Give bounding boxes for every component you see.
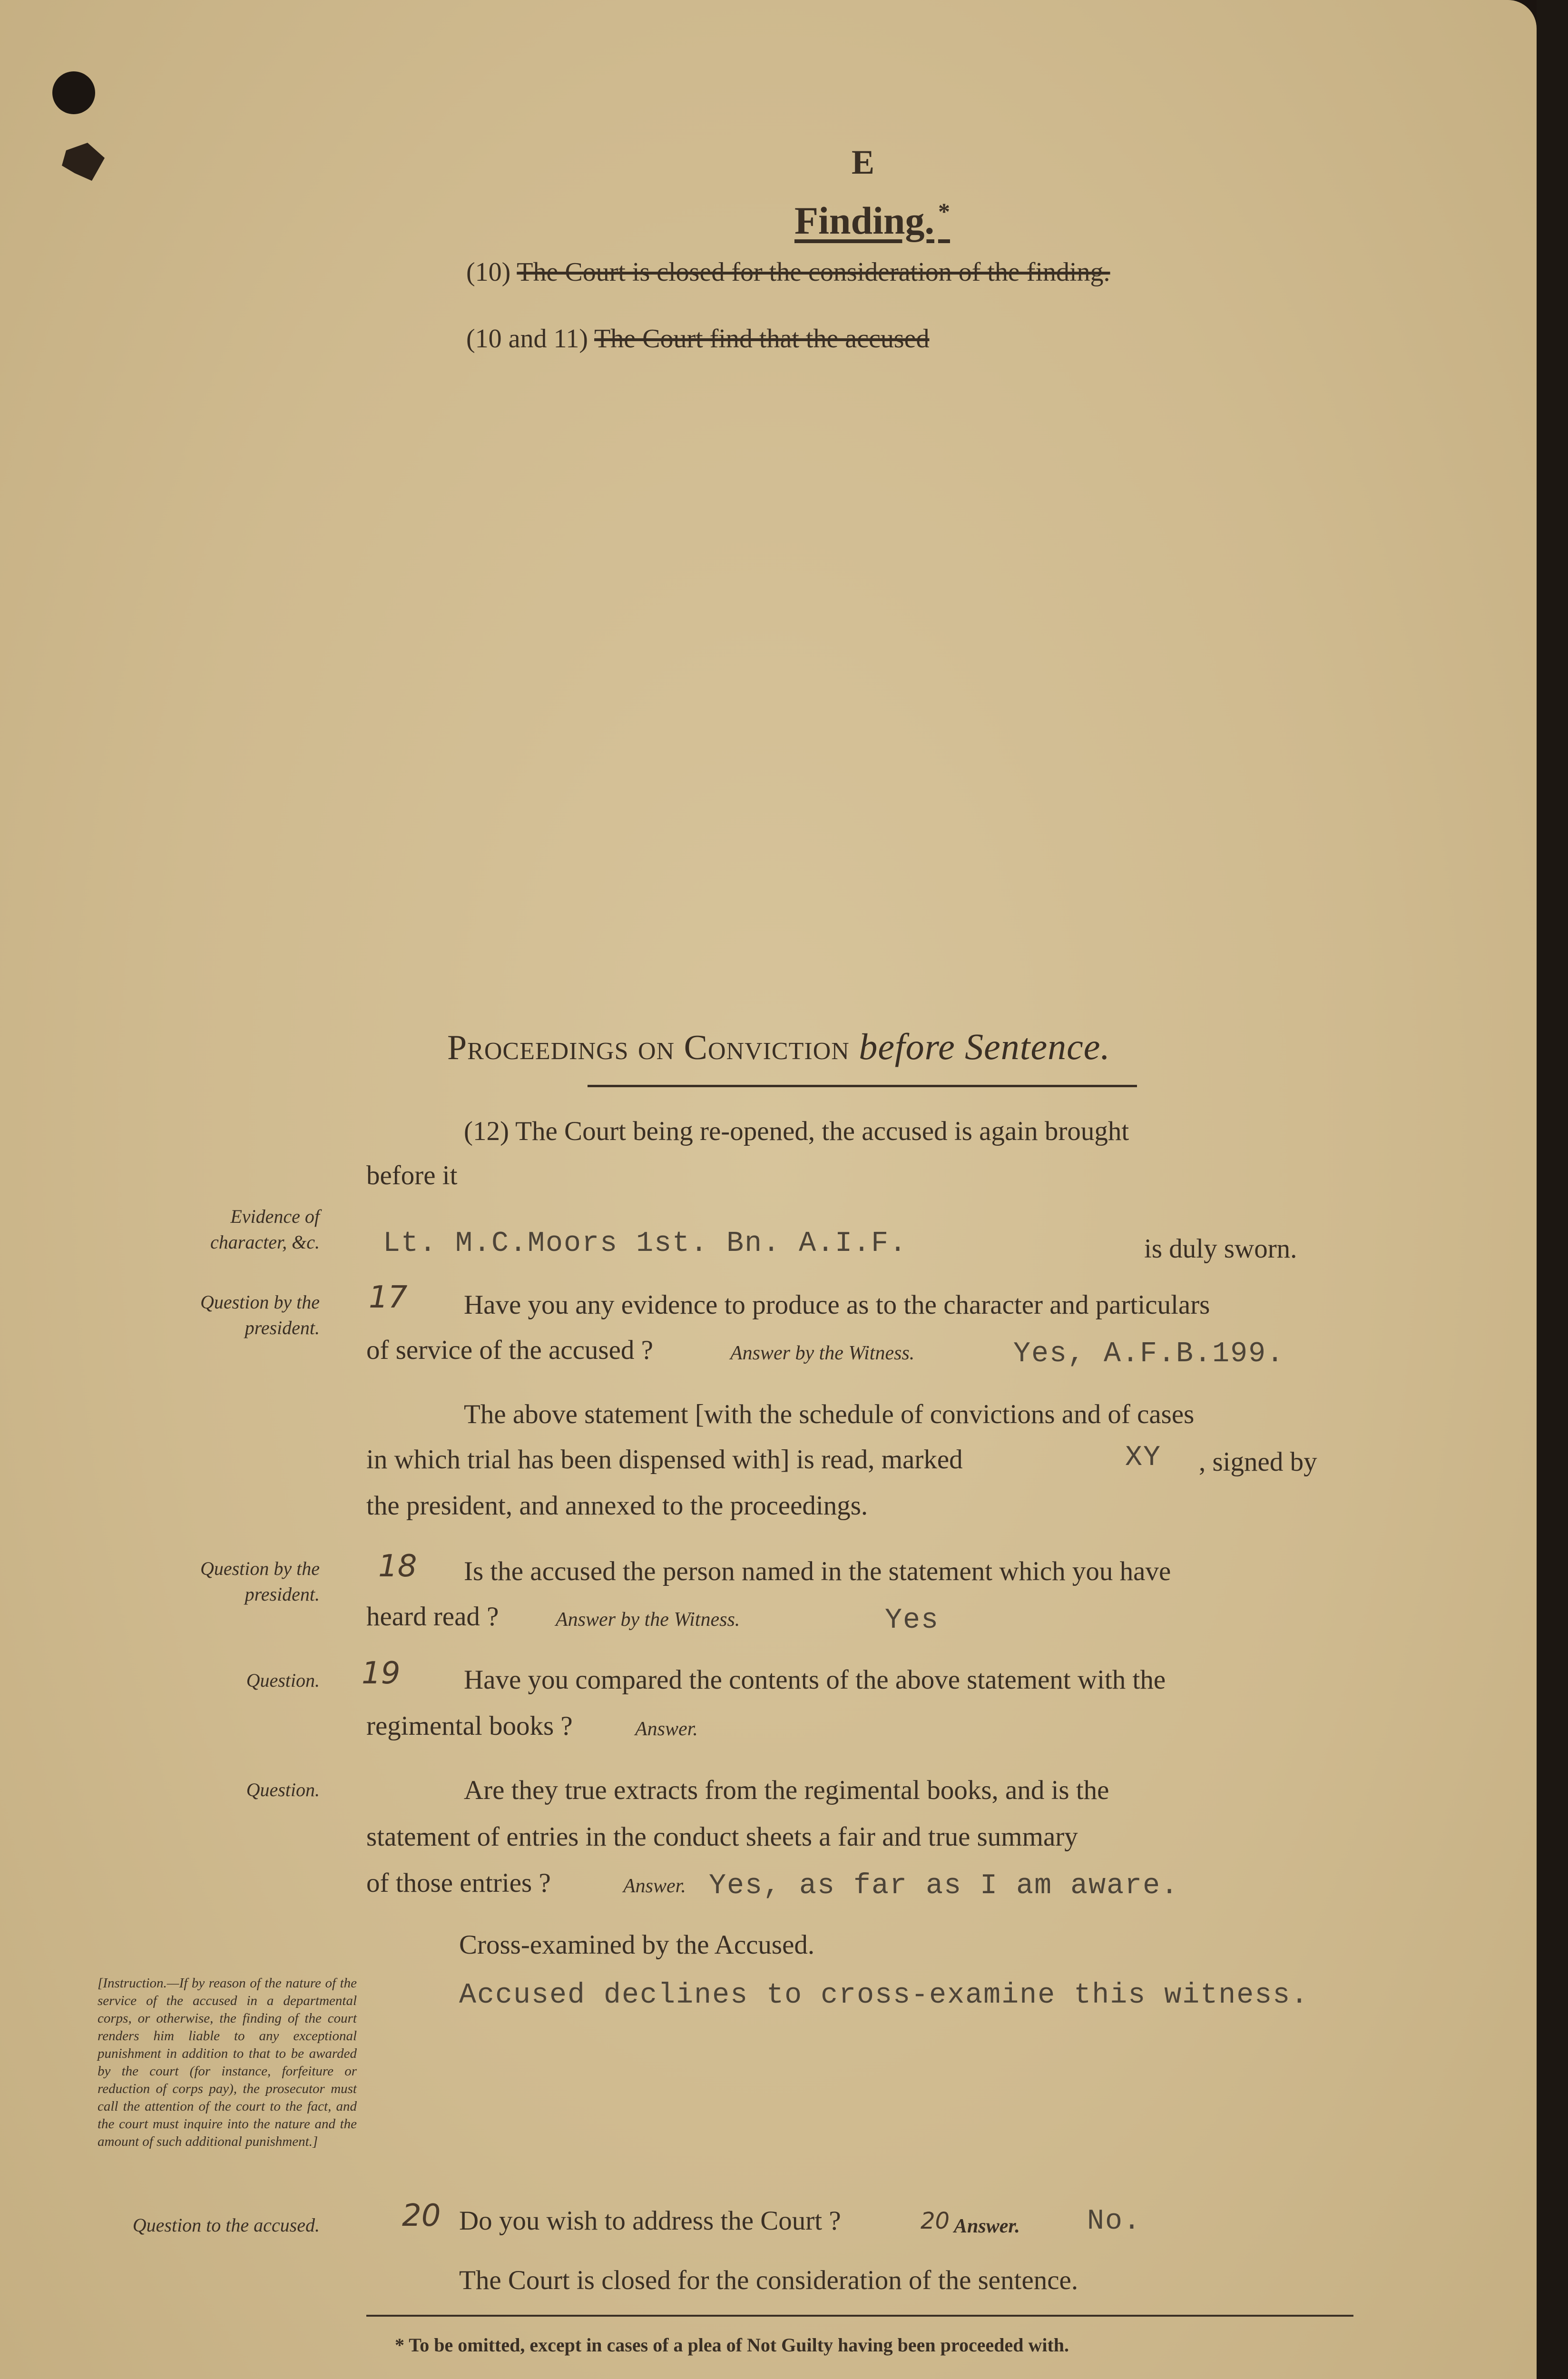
para12-line2: before it xyxy=(366,1160,458,1190)
q17-line1: Have you any evidence to produce as to the character and particulars xyxy=(464,1290,1210,1320)
struck-text: The Court find that the accused xyxy=(594,324,930,354)
answer-by-witness-label: Answer by the Witness. xyxy=(730,1342,915,1364)
q20-side-label: Question to the accused. xyxy=(132,2214,320,2236)
statement-line2: in which trial has been dispensed with] is read, marked xyxy=(366,1445,963,1475)
statement-line3: the president, and annexed to the proceedings. xyxy=(366,1491,868,1521)
footnote-rule xyxy=(366,2315,1353,2317)
instruction-note: [Instruction.—If by reason of the nature of the service of the accused in a departmental corps, or otherwise, the finding of the court renders him liable to any exceptional punishment in addition to that to be awarded by the court (for instance, forfeiture or reduction of corps pay), the prosecutor must call the attention of the court to the fact, and the court must inquire into the nature and the amount of such additional punishment.] xyxy=(98,1976,357,2149)
q19-line2: regimental books ? xyxy=(366,1711,573,1741)
q17-answer: Yes, A.F.B.199. xyxy=(1013,1338,1285,1370)
para12-line1: (12) The Court being re-opened, the accused is again brought xyxy=(464,1116,1129,1146)
q20-number: 20 xyxy=(402,2198,441,2233)
q18-line1: Is the accused the person named in the statement which you have xyxy=(464,1556,1171,1586)
q-line3: of those entries ? xyxy=(366,1868,551,1898)
q18-number: 18 xyxy=(378,1549,417,1584)
q17-line2: of service of the accused ? xyxy=(366,1335,653,1365)
finding-title: Finding. * xyxy=(794,198,950,242)
cross-examined: Cross-examined by the Accused. xyxy=(459,1930,815,1960)
q18-line2: heard read ? xyxy=(366,1602,499,1632)
section-letter: E xyxy=(852,143,875,181)
proceedings-title: Proceedings on Conviction before Sentence. xyxy=(447,1026,1110,1067)
q18-side-label: Question by the president. xyxy=(200,1558,320,1605)
q19-side-label: Question. xyxy=(246,1670,320,1691)
q19-number: 19 xyxy=(362,1656,401,1691)
footnote-marker: * xyxy=(938,198,950,225)
q18-answer: Yes xyxy=(885,1604,940,1637)
q-side-label: Question. xyxy=(246,1779,320,1800)
q17-side-label: Question by the president. xyxy=(200,1291,320,1338)
q20-answer-number: 20 xyxy=(921,2208,950,2234)
q19-line1: Have you compared the contents of the above statement with the xyxy=(464,1665,1166,1695)
struck-text: The Court is closed for the consideration of the finding. xyxy=(517,257,1110,287)
q-line2: statement of entries in the conduct sheets a fair and true summary xyxy=(366,1822,1078,1852)
court-closed: The Court is closed for the consideration of the sentence. xyxy=(459,2265,1078,2295)
finding-line-10: (10) The Court is closed for the consideration of the finding. xyxy=(466,257,1110,287)
answer-by-witness-label: Answer by the Witness. xyxy=(556,1609,740,1631)
statement-mark: XY xyxy=(1125,1442,1162,1474)
evidence-side-label: Evidence of character, &c. xyxy=(210,1206,320,1253)
answer-label: Answer. xyxy=(635,1718,698,1740)
title-rule xyxy=(588,1085,1137,1087)
q-answer: Yes, as far as I am aware. xyxy=(709,1870,1179,1902)
statement-line1: The above statement [with the schedule of convictions and of cases xyxy=(464,1399,1195,1429)
q20-text: Do you wish to address the Court ? xyxy=(459,2206,841,2236)
q-line1: Are they true extracts from the regimental books, and is the xyxy=(464,1775,1109,1805)
answer-label: Answer. xyxy=(623,1875,686,1897)
accused-declines: Accused declines to cross-examine this witness. xyxy=(459,1979,1309,2012)
duly-sworn: is duly sworn. xyxy=(1144,1234,1297,1264)
statement-signed: , signed by xyxy=(1199,1447,1317,1477)
paper-tear xyxy=(62,143,105,181)
answer-label: Answer. xyxy=(954,2215,1020,2237)
q20-answer: No. xyxy=(1087,2205,1142,2238)
q17-number: 17 xyxy=(369,1280,408,1315)
punch-hole xyxy=(52,71,95,114)
finding-line-10-11: (10 and 11) The Court find that the accused xyxy=(466,324,930,354)
witness-name: Lt. M.C.Moors 1st. Bn. A.I.F. xyxy=(383,1228,908,1260)
footnote: * To be omitted, except in cases of a plea of Not Guilty having been proceeded with. xyxy=(395,2334,1069,2356)
scan-edge xyxy=(1537,0,1568,2379)
